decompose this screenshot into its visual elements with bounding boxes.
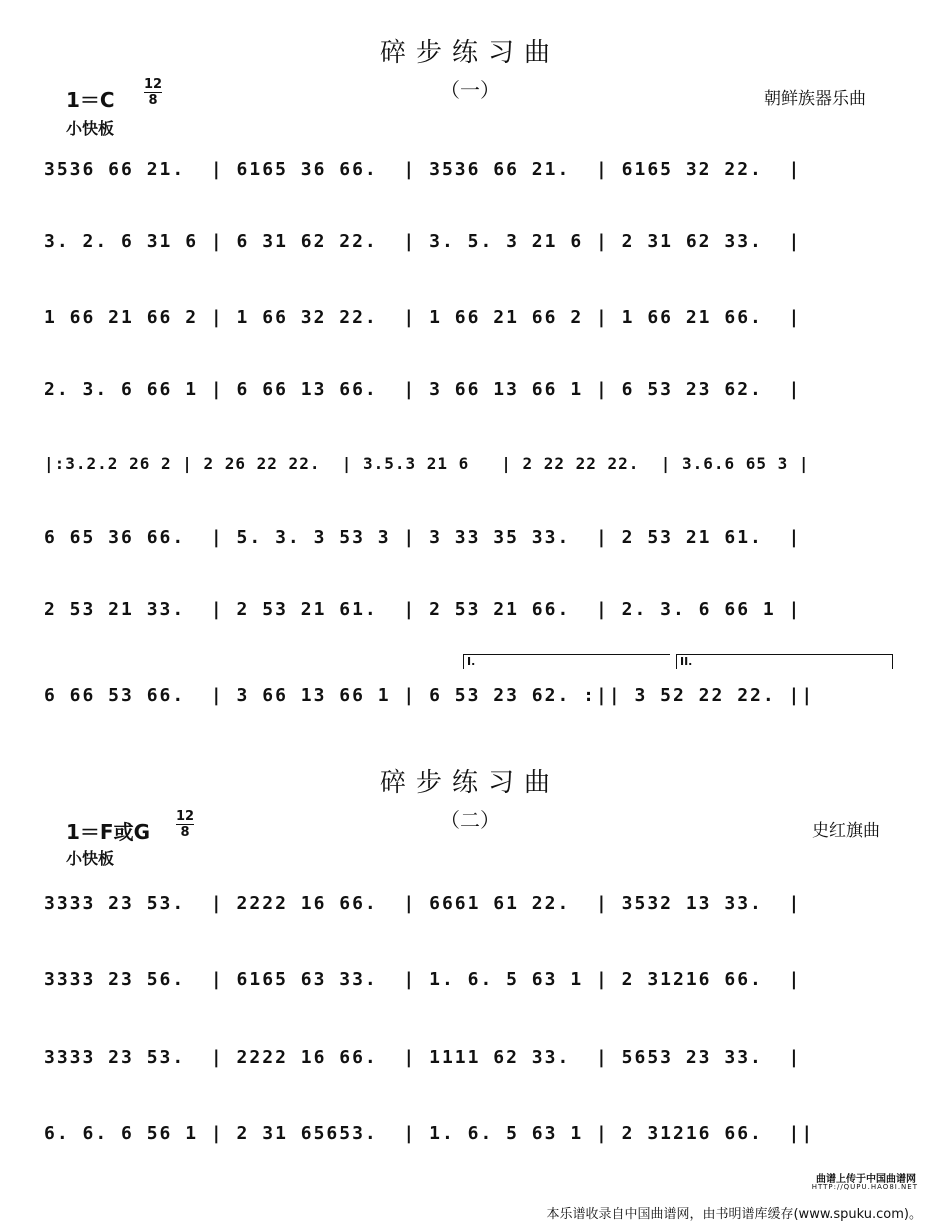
volta-bracket-1: I. [463,654,670,669]
piece2-meter [176,810,194,839]
piece1-composer: 朝鲜族器乐曲 [764,89,866,109]
meter-bottom: 8 [180,825,190,840]
piece2-line-3: 3333 23 53. | 2222 16 66. | 1111 62 33. | 5653 23 33. | [44,1047,802,1068]
piece2-number: （二） [440,808,500,832]
piece1-line-8: 6 66 53 66. | 3 66 13 66 1 | 6 53 23 62. :|| 3 52 22 22. || [44,685,815,706]
piece1-line-4: 2. 3. 6 66 1 | 6 66 13 66. | 3 66 13 66 1 | 6 53 23 62. | [44,379,802,400]
piece1-line-6: 6 65 36 66. | 5. 3. 3 53 3 | 3 33 35 33. | 2 53 21 61. | [44,527,802,548]
site-watermark-line1: 曲谱上传于中国曲谱网 [816,1174,916,1185]
piece2-composer: 史红旗曲 [812,821,880,841]
piece2-title: 碎步练习曲 [379,768,560,798]
piece1-line-2: 3. 2. 6 31 6 | 6 31 62 22. | 3. 5. 3 21 6 | 2 31 62 33. | [44,231,802,252]
piece1-number: （一） [440,78,500,102]
piece2-line-2: 3333 23 56. | 6165 63 33. | 1. 6. 5 63 1 | 2 31216 66. | [44,969,802,990]
piece1-line-7: 2 53 21 33. | 2 53 21 61. | 2 53 21 66. | 2. 3. 6 66 1 | [44,599,802,620]
source-note: 本乐谱收录自中国曲谱网，由书明谱库缓存(www.spuku.com)。 [546,1207,922,1222]
meter-top: 12 [176,809,195,824]
piece1-key: 1＝C [66,88,115,112]
volta-bracket-2: II. [676,654,893,669]
piece1-title: 碎步练习曲 [379,38,560,68]
piece2-key: 1＝F或G [66,820,150,844]
piece1-tempo: 小快板 [66,119,115,138]
piece1-line-5: |:3.2.2 26 2 | 2 26 22 22. | 3.5.3 21 6 | 2 22 22 22. | 3.6.6 65 3 | [44,454,810,473]
piece1-line-3: 1 66 21 66 2 | 1 66 32 22. | 1 66 21 66 2 | 1 66 21 66. | [44,307,802,328]
piece2-line-1: 3333 23 53. | 2222 16 66. | 6661 61 22. | 3532 13 33. | [44,893,802,914]
piece1-line-1: 3536 66 21. | 6165 36 66. | 3536 66 21. | 6165 32 22. | [44,159,802,180]
piece1-meter [144,78,162,107]
meter-bottom: 8 [148,93,158,108]
piece2-tempo: 小快板 [66,849,115,868]
piece2-line-4: 6. 6. 6 56 1 | 2 31 65653. | 1. 6. 5 63 1 | 2 31216 66. || [44,1123,815,1144]
meter-top: 12 [144,77,163,92]
site-watermark-line2: HTTP://QUPU.HAO8I.NET [811,1183,918,1191]
